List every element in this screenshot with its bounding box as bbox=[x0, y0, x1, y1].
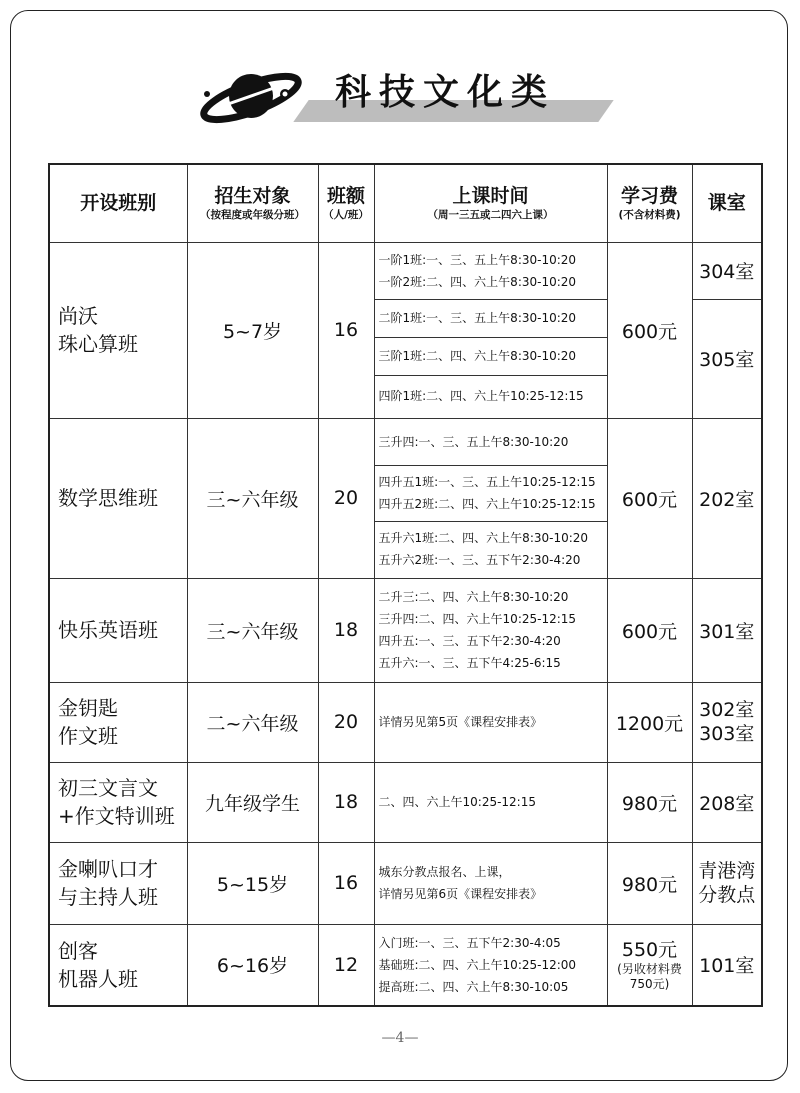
course-name: 金喇叭口才 与主持人班 bbox=[49, 842, 187, 924]
class-size: 18 bbox=[318, 578, 374, 682]
class-size: 16 bbox=[318, 842, 374, 924]
class-time: 二升三:二、四、六上午8:30-10:20 三升四:二、四、六上午10:25-12:15 四升五:一、三、五下午2:30-4:20 五升六:一、三、五下午4:25-6:15 bbox=[374, 578, 607, 682]
table-row bbox=[49, 842, 762, 924]
material-fee-note: 750元) bbox=[629, 976, 670, 991]
class-time: 入门班:一、三、五下午2:30-4:05 基础班:二、四、六上午10:25-12:00 提高班:二、四、六上午8:30-10:05 bbox=[374, 924, 607, 1006]
target-age: 5~7岁 bbox=[187, 242, 318, 418]
class-size: 18 bbox=[318, 762, 374, 842]
classroom: 101室 bbox=[692, 924, 762, 1006]
course-name: 数学思维班 bbox=[49, 418, 187, 578]
header-class-size: 班额 （人/班） bbox=[318, 164, 374, 242]
table-row bbox=[49, 242, 762, 418]
course-name: 尚沃 珠心算班 bbox=[49, 242, 187, 418]
header-time: 上课时间 （周一三五或二四六上课） bbox=[374, 164, 607, 242]
tuition-fee: 550元 (另收材料费 750元) bbox=[607, 924, 692, 1006]
course-name: 创客 机器人班 bbox=[49, 924, 187, 1006]
classroom: 304室 305室 bbox=[692, 242, 762, 418]
saturn-planet-icon bbox=[195, 58, 305, 128]
target-grade: 九年级学生 bbox=[187, 762, 318, 842]
tuition-fee: 1200元 bbox=[607, 682, 692, 762]
tuition-fee: 600元 bbox=[607, 578, 692, 682]
table-row bbox=[49, 924, 762, 1006]
tuition-fee: 600元 bbox=[607, 418, 692, 578]
material-fee-note: (另收材料费 bbox=[617, 961, 682, 976]
table-row bbox=[49, 418, 762, 578]
tuition-fee: 600元 bbox=[607, 242, 692, 418]
class-time: 城东分教点报名、上课， 详情另见第6页《课程安排表》 bbox=[374, 842, 607, 924]
table-row bbox=[49, 682, 762, 762]
target-grade: 二~六年级 bbox=[187, 682, 318, 762]
course-name: 快乐英语班 bbox=[49, 578, 187, 682]
target-grade: 三~六年级 bbox=[187, 418, 318, 578]
header-course: 开设班别 bbox=[49, 164, 187, 242]
class-time: 二、四、六上午10:25-12:15 bbox=[374, 762, 607, 842]
tuition-fee: 980元 bbox=[607, 762, 692, 842]
page-title: 科技文化类 bbox=[335, 72, 556, 113]
classroom: 青港湾 分教点 bbox=[692, 842, 762, 924]
class-time: 详情另见第5页《课程安排表》 bbox=[374, 682, 607, 762]
class-time: 三升四:一、三、五上午8:30-10:20 四升五1班:一、三、五上午10:25-12:15 四升五2班:二、四、六上午10:25-12:15 五升六1班:二、四、六上午8:30-10:20 五升六2班:一、三、五下午2:30-4:20 bbox=[374, 418, 607, 578]
page-number: —4— bbox=[381, 1030, 419, 1046]
target-age: 5~15岁 bbox=[187, 842, 318, 924]
class-size: 20 bbox=[318, 418, 374, 578]
class-time: 一阶1班:一、三、五上午8:30-10:20 一阶2班:二、四、六上午8:30-10:20 二阶1班:一、三、五上午8:30-10:20 三阶1班:二、四、六上午8:30-10:20 四阶1班:二、四、六上午10:25-12:15 bbox=[374, 242, 607, 418]
table-row bbox=[49, 578, 762, 682]
class-size: 12 bbox=[318, 924, 374, 1006]
header-target: 招生对象 （按程度或年级分班） bbox=[187, 164, 318, 242]
classroom: 302室 303室 bbox=[692, 682, 762, 762]
class-size: 20 bbox=[318, 682, 374, 762]
section-header bbox=[195, 58, 615, 128]
table-row bbox=[49, 762, 762, 842]
course-name: 初三文言文 +作文特训班 bbox=[49, 762, 187, 842]
classroom: 202室 bbox=[692, 418, 762, 578]
course-schedule-table bbox=[48, 163, 763, 1007]
tuition-fee: 980元 bbox=[607, 842, 692, 924]
classroom: 208室 bbox=[692, 762, 762, 842]
class-size: 16 bbox=[318, 242, 374, 418]
header-fee: 学习费 (不含材料费) bbox=[607, 164, 692, 242]
header-room: 课室 bbox=[692, 164, 762, 242]
table-header-row bbox=[49, 164, 762, 242]
target-grade: 三~六年级 bbox=[187, 578, 318, 682]
course-name: 金钥匙 作文班 bbox=[49, 682, 187, 762]
target-age: 6~16岁 bbox=[187, 924, 318, 1006]
classroom: 301室 bbox=[692, 578, 762, 682]
